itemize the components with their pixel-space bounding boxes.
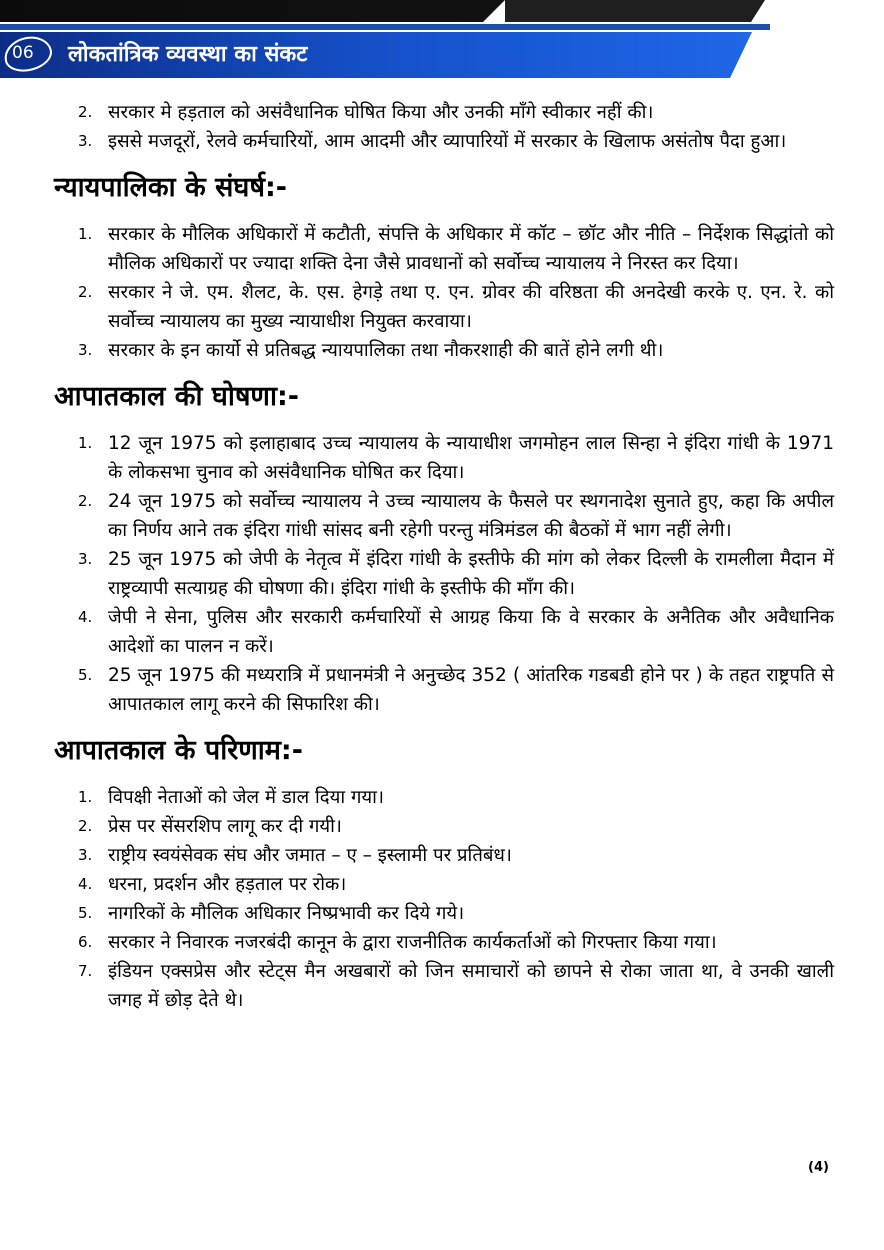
list-item [0,127,884,156]
list-item-text: सरकार मे हड़ताल को असंवैधानिक घोषित किया और उनकी माँगे स्वीकार नहीं की। [108,102,654,123]
list-item-number: 3. [78,341,93,359]
header-dark-band-right [505,0,765,22]
list-item-number: 2. [78,283,93,301]
list-item [0,870,884,899]
list-item [0,841,884,870]
list-item-text: प्रेस पर सेंसरशिप लागू कर दी गयी। [108,816,342,837]
list-item-number: 1. [78,225,93,243]
list-item-number: 7. [78,962,93,980]
list-item [0,429,884,487]
section-heading-judiciary: न्यायपालिका के संघर्ष:- [54,172,287,203]
list-item [0,487,884,545]
list-item-text: जेपी ने सेना, पुलिस और सरकारी कर्मचारियों से आग्रह किया कि वे सरकार के अनैतिक और अवैधानिक आदेशों का पालन न करें। [108,607,834,657]
judiciary-list [0,220,884,365]
page-content [0,98,884,1015]
list-item-number: 2. [78,103,93,121]
list-item [0,928,884,957]
list-item [0,661,884,719]
list-item [0,545,884,603]
chapter-title: लोकतांत्रिक व्यवस्था का संकट [68,42,308,67]
list-item [0,98,884,127]
emergency-consequences-list [0,783,884,1015]
list-item-number: 4. [78,875,93,893]
page-number: (4) [808,1160,829,1175]
section-heading-emergency-consequences: आपातकाल के परिणाम:- [54,735,303,766]
list-item-number: 3. [78,132,93,150]
list-item [0,783,884,812]
list-item-number: 2. [78,492,93,510]
list-item-text: विपक्षी नेताओं को जेल में डाल दिया गया। [108,787,384,808]
list-item-number: 5. [78,666,93,684]
list-item-text: 12 जून 1975 को इलाहाबाद उच्च न्यायालय के न्यायाधीश जगमोहन लाल सिन्हा ने इंदिरा गांधी के 1971 के लोकसभा चुनाव को असंवैधानिक घोषित कर दिया। [108,433,834,483]
list-item-text: सरकार के मौलिक अधिकारों में कटौती, संपत्ति के अधिकार में कॉट – छॉट और नीति – निर्देशक सिद्धांतो को मौलिक अधिकारों पर ज्यादा शक्ति देना जैसे प्रावधानों को सर्वोच्च न्यायालय ने निरस्त कर दिया। [108,224,834,274]
list-item [0,336,884,365]
list-item-number: 1. [78,788,93,806]
list-item-text: इंडियन एक्सप्रेस और स्टेट्स मैन अखबारों को जिन समाचारों को छापने से रोका जाता था, वे उनकी खाली जगह में छोड़ देते थे। [108,961,834,1011]
list-item-number: 5. [78,904,93,922]
list-item-text: सरकार ने जे. एम. शैलट, के. एस. हेगड़े तथा ए. एन. ग्रोवर की वरिष्ठता की अनदेखी करके ए. एन. रे. को सर्वोच्च न्यायालय का मुख्य न्यायाधीश नियुक्त करवाया। [108,282,834,332]
list-item [0,812,884,841]
list-item [0,957,884,1015]
list-item-text: सरकार ने निवारक नजरबंदी कानून के द्वारा राजनीतिक कार्यकर्ताओं को गिरफ्तार किया गया। [108,932,717,953]
list-item-text: सरकार के इन कार्यो से प्रतिबद्ध न्यायपालिका तथा नौकरशाही की बातें होने लगी थी। [108,340,664,361]
intro-list [0,98,884,156]
list-item [0,278,884,336]
list-item-number: 3. [78,846,93,864]
emergency-declaration-list [0,429,884,719]
list-item-text: राष्ट्रीय स्वयंसेवक संघ और जमात – ए – इस्लामी पर प्रतिबंध। [108,845,512,866]
list-item-number: 4. [78,608,93,626]
list-item-number: 2. [78,817,93,835]
list-item-text: 24 जून 1975 को सर्वोच्च न्यायालय ने उच्च न्यायालय के फैसले पर स्थगनादेश सुनाते हुए, कहा कि अपील का निर्णय आने तक इंदिरा गांधी सांसद बनी रहेगी परन्तु मंत्रिमंडल की बैठकों में भाग नहीं लेगी। [108,491,834,541]
section-heading-emergency-declaration: आपातकाल की घोषणा:- [54,381,299,412]
header-blue-line [0,24,770,30]
list-item-text: नागरिकों के मौलिक अधिकार निष्प्रभावी कर दिये गये। [108,903,465,924]
list-item [0,899,884,928]
list-item-number: 1. [78,434,93,452]
list-item-text: 25 जून 1975 की मध्यरात्रि में प्रधानमंत्री ने अनुच्छेद 352 ( आंतरिक गडबडी होने पर ) के तहत राष्ट्रपति से आपातकाल लागू करने की सिफारिश की। [108,665,834,715]
chapter-number: 06 [12,43,34,63]
list-item-text: इससे मजदूरों, रेलवे कर्मचारियों, आम आदमी और व्यापारियों में सरकार के खिलाफ असंतोष पैदा हुआ। [108,131,787,152]
list-item-text: 25 जून 1975 को जेपी के नेतृत्व में इंदिरा गांधी के इस्तीफे की मांग को लेकर दिल्ली के रामलीला मैदान में राष्ट्रव्यापी सत्याग्रह की घोषणा की। इंदिरा गांधी के इस्तीफे की माँग की। [108,549,834,599]
list-item [0,603,884,661]
list-item-number: 6. [78,933,93,951]
list-item-text: धरना, प्रदर्शन और हड़ताल पर रोक। [108,874,347,895]
list-item-number: 3. [78,550,93,568]
list-item [0,220,884,278]
